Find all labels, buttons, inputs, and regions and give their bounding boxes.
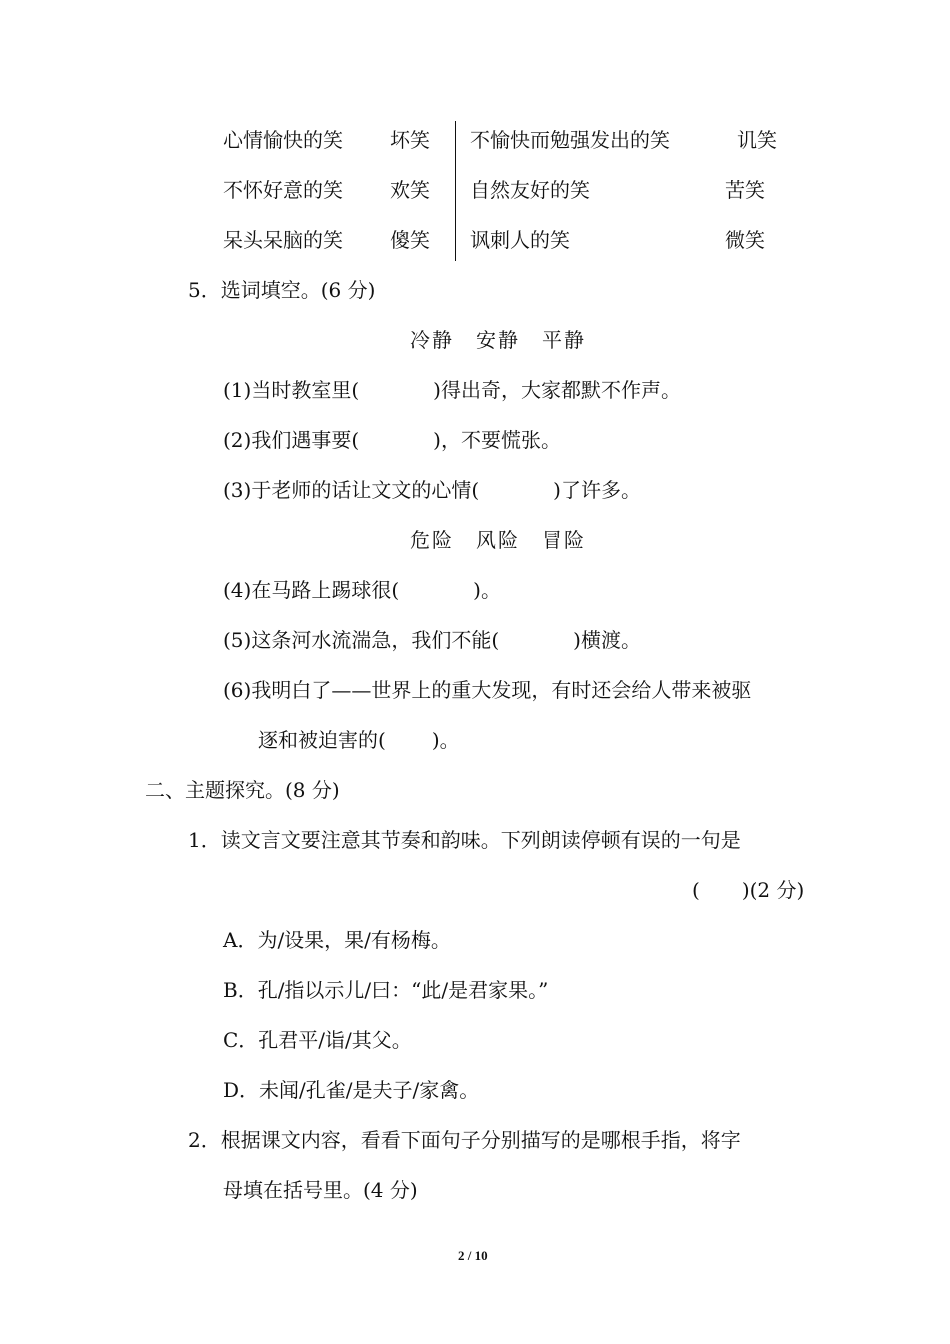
q5-word-bank-1: 冷静 安静 平静 (410, 328, 586, 352)
s2-q1-answer: ( )(2 分) (692, 878, 805, 902)
match-left-desc-3: 呆头呆脑的笑 (223, 228, 343, 252)
match-left-desc-1: 心情愉快的笑 (223, 128, 343, 152)
q5-word-bank-2: 危险 风险 冒险 (410, 528, 586, 552)
page-number: 2 / 10 (458, 1248, 488, 1263)
q5-title: 5．选词填空。(6 分) (188, 278, 376, 302)
match-right-word-1: 讥笑 (737, 128, 777, 152)
option-a: A．为/设果，果/有杨梅。 (223, 928, 451, 952)
option-d: D．未闻/孔雀/是夫子/家禽。 (223, 1078, 480, 1102)
s2-q2-line-1: 2．根据课文内容，看看下面句子分别描写的是哪根手指，将字 (188, 1128, 741, 1152)
match-right-desc-1: 不愉快而勉强发出的笑 (470, 128, 670, 152)
match-left-word-3: 傻笑 (390, 228, 430, 252)
q5-item-3: (3)于老师的话让文文的心情( )了许多。 (223, 478, 641, 502)
match-right-desc-2: 自然友好的笑 (470, 178, 590, 202)
s2-q2-line-2: 母填在括号里。(4 分) (223, 1178, 418, 1202)
q5-item-6-line-1: (6)我明白了——世界上的重大发现，有时还会给人带来被驱 (223, 678, 752, 702)
q5-item-5: (5)这条河水流湍急，我们不能( )横渡。 (223, 628, 641, 652)
match-right-desc-3: 讽刺人的笑 (470, 228, 570, 252)
match-right-word-2: 苦笑 (725, 178, 765, 202)
q5-item-2: (2)我们遇事要( )，不要慌张。 (223, 428, 561, 452)
match-left-word-2: 欢笑 (390, 178, 430, 202)
q5-item-4: (4)在马路上踢球很( )。 (223, 578, 501, 602)
q5-item-6-line-2: 逐和被迫害的( )。 (258, 728, 460, 752)
option-b: B．孔/指以示儿/曰：“此/是君家果。” (223, 978, 549, 1002)
match-right-word-3: 微笑 (725, 228, 765, 252)
option-c: C．孔君平/诣/其父。 (223, 1028, 412, 1052)
q5-item-1: (1)当时教室里( )得出奇，大家都默不作声。 (223, 378, 681, 402)
match-left-word-1: 坏笑 (390, 128, 430, 152)
s2-q1-line-1: 1．读文言文要注意其节奏和韵味。下列朗读停顿有误的一句是 (188, 828, 741, 852)
match-divider (455, 121, 456, 261)
match-left-desc-2: 不怀好意的笑 (223, 178, 343, 202)
section-2-title: 二、主题探究。(8 分) (145, 778, 340, 802)
